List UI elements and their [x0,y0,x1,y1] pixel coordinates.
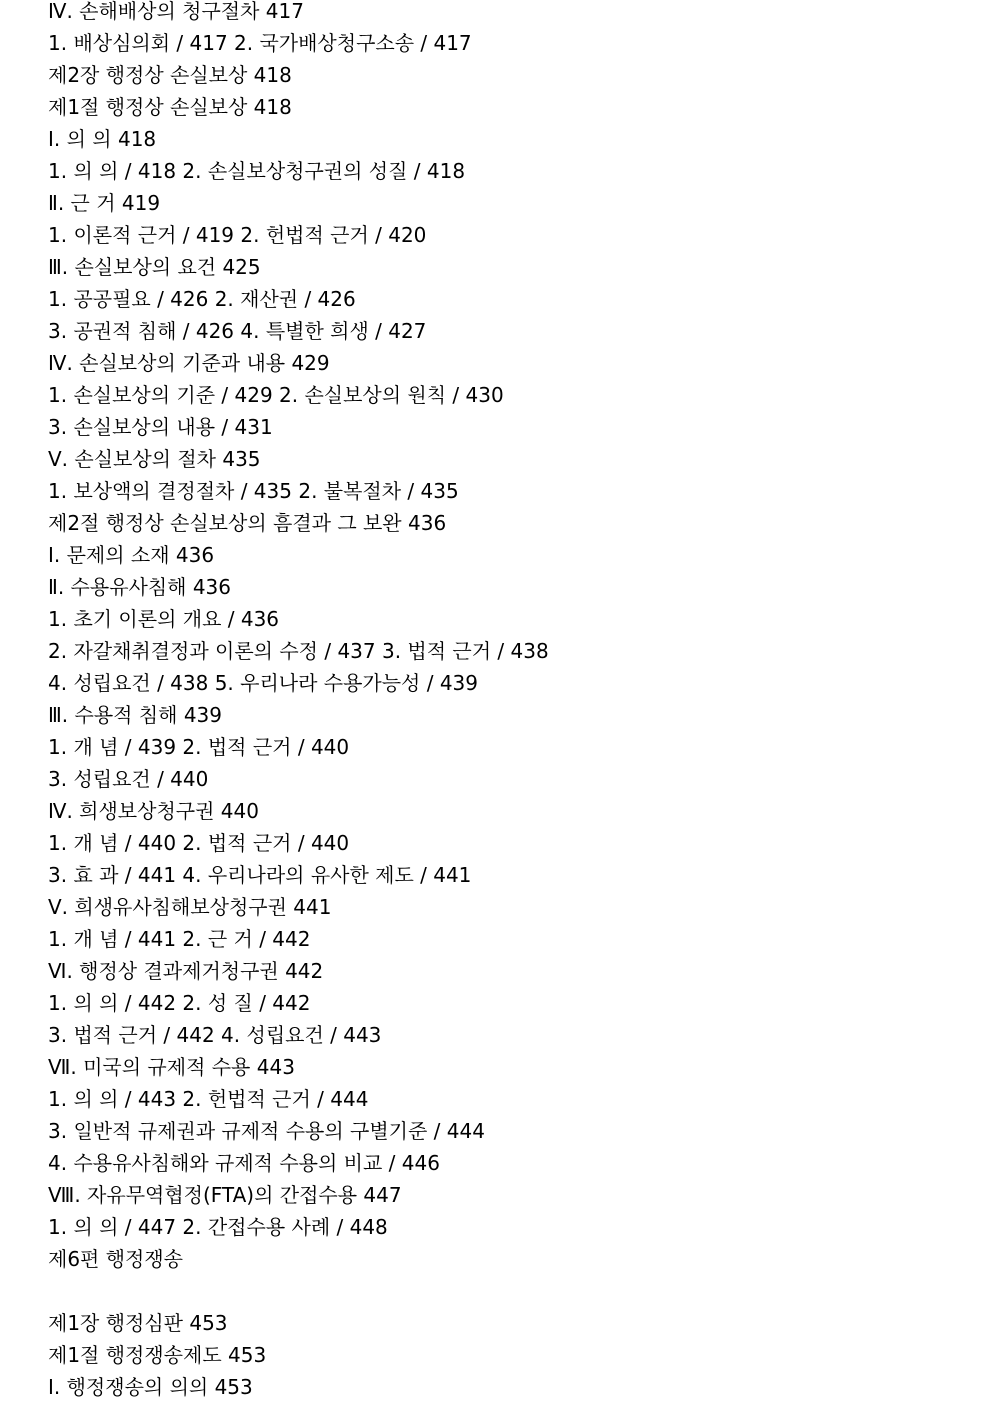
toc-line: Ⅰ. 문제의 소재 436 [48,543,215,567]
toc-line: Ⅲ. 수용적 침해 439 [48,703,222,727]
toc-line: 1. 의 의 / 442 2. 성 질 / 442 [48,991,311,1015]
toc-line: 1. 손실보상의 기준 / 429 2. 손실보상의 원칙 / 430 [48,383,504,407]
blank-line [48,1280,968,1312]
toc-line: 1. 초기 이론의 개요 / 436 [48,607,280,631]
toc-line: 1. 개 념 / 440 2. 법적 근거 / 440 [48,831,350,855]
toc-line: Ⅳ. 손실보상의 기준과 내용 429 [48,351,330,375]
toc-line: 제2절 행정상 손실보상의 흠결과 그 보완 436 [48,511,447,535]
toc-page [48,0,968,1408]
toc-line: 제1절 행정상 손실보상 418 [48,95,292,119]
toc-line: Ⅱ. 수용유사침해 436 [48,575,232,599]
toc-line: 1. 보상액의 결정절차 / 435 2. 불복절차 / 435 [48,479,459,503]
toc-line: 1. 공공필요 / 426 2. 재산권 / 426 [48,287,356,311]
toc-line: 3. 성립요건 / 440 [48,767,209,791]
toc-line: 1. 배상심의회 / 417 2. 국가배상청구소송 / 417 [48,31,472,55]
toc-list [48,0,968,1408]
toc-line: 3. 효 과 / 441 4. 우리나라의 유사한 제도 / 441 [48,863,472,887]
toc-line: Ⅱ. 근 거 419 [48,191,161,215]
toc-line: Ⅰ. 행정쟁송의 의의 453 [48,1375,253,1399]
toc-line: 4. 수용유사침해와 규제적 수용의 비교 / 446 [48,1151,440,1175]
toc-line: Ⅲ. 손실보상의 요건 425 [48,255,261,279]
toc-line: 1. 개 념 / 439 2. 법적 근거 / 440 [48,735,350,759]
toc-line: 4. 성립요건 / 438 5. 우리나라 수용가능성 / 439 [48,671,479,695]
toc-line: Ⅴ. 희생유사침해보상청구권 441 [48,895,332,919]
toc-line: 제1장 행정심판 453 [48,1311,228,1335]
toc-line: 제2장 행정상 손실보상 418 [48,63,292,87]
toc-line: 3. 손실보상의 내용 / 431 [48,415,273,439]
toc-line: Ⅷ. 자유무역협정(FTA)의 간접수용 447 [48,1183,402,1207]
toc-line: 1. 의 의 / 443 2. 헌법적 근거 / 444 [48,1087,369,1111]
toc-line: 3. 법적 근거 / 442 4. 성립요건 / 443 [48,1023,382,1047]
part-heading: 제6편 행정쟁송 [48,1247,184,1271]
toc-line: Ⅰ. 의 의 418 [48,127,157,151]
toc-line: Ⅳ. 희생보상청구권 440 [48,799,259,823]
toc-line: 1. 개 념 / 441 2. 근 거 / 442 [48,927,311,951]
toc-line: Ⅵ. 행정상 결과제거청구권 442 [48,959,324,983]
toc-line: 1. 의 의 / 418 2. 손실보상청구권의 성질 / 418 [48,159,466,183]
toc-line: 제1절 행정쟁송제도 453 [48,1343,267,1367]
toc-line: 1. 의 의 / 447 2. 간접수용 사례 / 448 [48,1215,388,1239]
toc-line: Ⅳ. 손해배상의 청구절차 417 [48,0,304,23]
toc-line: Ⅴ. 손실보상의 절차 435 [48,447,261,471]
toc-line: 3. 공권적 침해 / 426 4. 특별한 희생 / 427 [48,319,427,343]
toc-line: 2. 자갈채취결정과 이론의 수정 / 437 3. 법적 근거 / 438 [48,639,549,663]
toc-line: Ⅶ. 미국의 규제적 수용 443 [48,1055,295,1079]
toc-line: 3. 일반적 규제권과 규제적 수용의 구별기준 / 444 [48,1119,485,1143]
toc-line: 1. 이론적 근거 / 419 2. 헌법적 근거 / 420 [48,223,427,247]
